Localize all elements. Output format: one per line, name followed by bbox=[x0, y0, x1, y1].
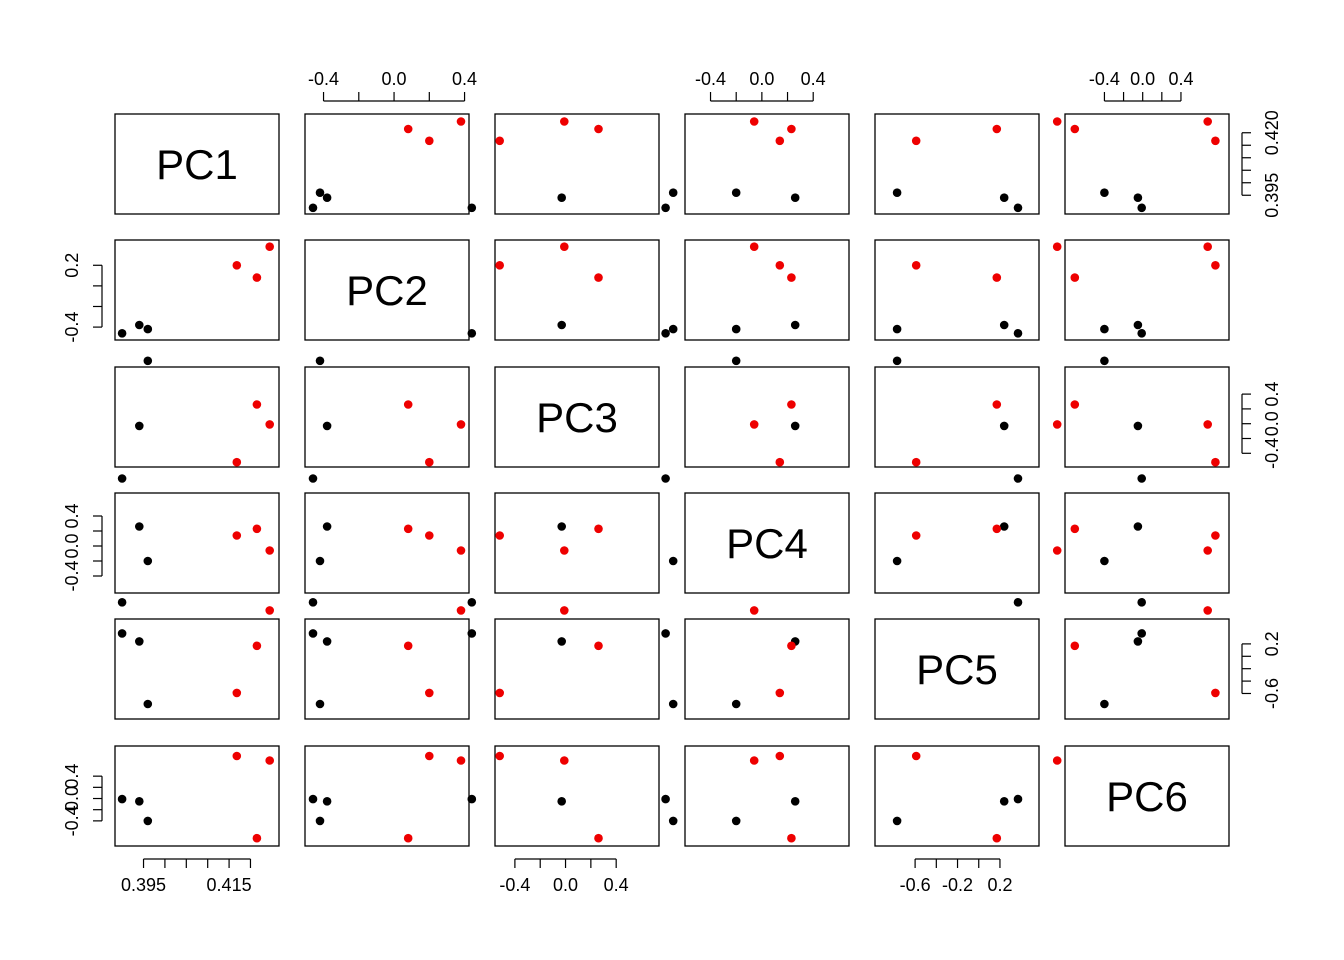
bottom-axis-label-col4-2: -0.2 bbox=[942, 875, 974, 895]
point-r1-c4-2 bbox=[893, 325, 902, 334]
point-r5-c3-2 bbox=[732, 817, 741, 826]
point-r4-c1-1 bbox=[323, 637, 332, 646]
point-r5-c1-3 bbox=[425, 752, 434, 761]
point-r0-c2-1 bbox=[557, 193, 566, 202]
point-r2-c3-3 bbox=[776, 458, 785, 467]
point-r2-c5-4 bbox=[1071, 400, 1080, 409]
panel-frame-r0-c2 bbox=[495, 114, 659, 214]
point-r3-c1-2 bbox=[316, 557, 325, 566]
panel-frame-r3-c2 bbox=[495, 493, 659, 593]
right-axis-label-row4-4: 0.2 bbox=[1262, 631, 1282, 657]
point-r1-c4-4 bbox=[993, 273, 1002, 282]
point-r2-c0-3 bbox=[233, 458, 242, 467]
panel-frame-r2-c4 bbox=[875, 367, 1039, 467]
panel-frame-r4-c5 bbox=[1065, 619, 1229, 719]
point-r0-c4-1 bbox=[1000, 193, 1009, 202]
point-r0-c4-4 bbox=[993, 125, 1002, 134]
point-r0-c2-3 bbox=[495, 137, 504, 146]
point-r2-c3-4 bbox=[787, 400, 796, 409]
point-r3-c4-3 bbox=[912, 531, 921, 540]
point-r4-c1-4 bbox=[404, 642, 413, 651]
point-r2-c4-4 bbox=[993, 400, 1002, 409]
point-r4-c0-5 bbox=[265, 606, 274, 615]
panel-frame-r4-c3 bbox=[685, 619, 849, 719]
panel-frame-r1-c5 bbox=[1065, 240, 1229, 340]
point-r3-c5-2 bbox=[1100, 557, 1109, 566]
panel-frame-r0-c3 bbox=[685, 114, 849, 214]
bottom-axis-label-col0-4: 0.415 bbox=[206, 875, 252, 895]
point-r5-c2-0 bbox=[468, 795, 477, 804]
point-r2-c5-1 bbox=[1134, 422, 1143, 431]
point-r3-c2-4 bbox=[594, 525, 603, 534]
point-r1-c3-1 bbox=[791, 321, 800, 330]
point-r1-c0-2 bbox=[144, 325, 153, 334]
point-r4-c5-2 bbox=[1100, 700, 1109, 709]
point-r4-c2-1 bbox=[557, 637, 566, 646]
point-r2-c0-0 bbox=[118, 474, 127, 483]
point-r5-c2-4 bbox=[594, 834, 603, 843]
point-r0-c1-0 bbox=[309, 204, 318, 213]
point-r0-c1-1 bbox=[323, 193, 332, 202]
point-r5-c4-0 bbox=[1014, 795, 1023, 804]
panel-frame-r1-c3 bbox=[685, 240, 849, 340]
top-axis-label-col1-4: 0.4 bbox=[452, 69, 478, 89]
point-r5-c1-1 bbox=[323, 797, 332, 806]
point-r4-c5-4 bbox=[1071, 642, 1080, 651]
panel-frame-r5-c1 bbox=[305, 746, 469, 846]
panel-frame-r5-c2 bbox=[495, 746, 659, 846]
point-r4-c5-1 bbox=[1134, 637, 1143, 646]
panel-frame-r5-c4 bbox=[875, 746, 1039, 846]
diagonal-label-pc4: PC4 bbox=[726, 520, 808, 567]
point-r1-c2-0 bbox=[468, 329, 477, 338]
left-axis-label-row5-2: 0.0 bbox=[62, 785, 82, 812]
panel-frame-r0-c5 bbox=[1065, 114, 1229, 214]
point-r3-c4-0 bbox=[1014, 598, 1023, 607]
point-r1-c0-5 bbox=[265, 242, 274, 251]
left-axis-label-row3-0: -0.4 bbox=[62, 560, 82, 592]
bottom-axis-label-col0-0: 0.395 bbox=[121, 875, 167, 895]
point-r5-c3-0 bbox=[661, 795, 670, 804]
panel-frame-r3-c4 bbox=[875, 493, 1039, 593]
point-r1-c4-5 bbox=[1053, 242, 1062, 251]
point-r1-c3-3 bbox=[776, 261, 785, 270]
point-r0-c5-1 bbox=[1134, 193, 1143, 202]
panel-frame-r1-c2 bbox=[495, 240, 659, 340]
top-axis-label-col1-2: 0.0 bbox=[381, 69, 407, 89]
left-axis-label-row5-0: -0.4 bbox=[62, 805, 82, 837]
right-axis-label-row2-2: 0.0 bbox=[1262, 411, 1282, 437]
point-r2-c5-0 bbox=[1137, 474, 1146, 483]
point-r1-c2-4 bbox=[594, 273, 603, 282]
point-r5-c2-1 bbox=[557, 797, 566, 806]
point-r2-c1-1 bbox=[323, 422, 332, 431]
point-r3-c4-4 bbox=[993, 525, 1002, 534]
point-r2-c0-2 bbox=[144, 357, 153, 366]
point-r5-c0-5 bbox=[265, 756, 274, 765]
point-r2-c5-2 bbox=[1100, 357, 1109, 366]
point-r0-c1-2 bbox=[316, 188, 325, 197]
point-r4-c2-2 bbox=[669, 700, 678, 709]
point-r2-c5-3 bbox=[1211, 458, 1220, 467]
point-r3-c0-2 bbox=[144, 557, 153, 566]
point-r5-c1-0 bbox=[309, 795, 318, 804]
point-r4-c3-3 bbox=[776, 689, 785, 698]
point-r0-c1-5 bbox=[457, 117, 466, 126]
point-r0-c3-3 bbox=[776, 137, 785, 146]
top-axis-label-col5-4: 0.4 bbox=[1168, 69, 1194, 89]
point-r1-c3-2 bbox=[732, 325, 741, 334]
point-r1-c2-3 bbox=[495, 261, 504, 270]
point-r3-c0-1 bbox=[135, 522, 144, 531]
panel-frame-r4-c0 bbox=[115, 619, 279, 719]
point-r0-c5-0 bbox=[1137, 204, 1146, 213]
point-r2-c1-0 bbox=[309, 474, 318, 483]
point-r3-c2-0 bbox=[468, 598, 477, 607]
left-axis-label-row5-4: 0.4 bbox=[62, 763, 82, 789]
top-axis-label-col5-0: -0.4 bbox=[1088, 69, 1120, 89]
point-r4-c1-2 bbox=[316, 700, 325, 709]
point-r5-c0-4 bbox=[253, 834, 262, 843]
panel-frame-r3-c5 bbox=[1065, 493, 1229, 593]
panel-frame-r3-c0 bbox=[115, 493, 279, 593]
point-r3-c1-0 bbox=[309, 598, 318, 607]
point-r3-c2-1 bbox=[557, 522, 566, 531]
point-r5-c1-4 bbox=[404, 834, 413, 843]
point-r1-c0-3 bbox=[233, 261, 242, 270]
point-r3-c5-4 bbox=[1071, 525, 1080, 534]
right-axis-label-row0-0: 0.395 bbox=[1262, 172, 1282, 218]
point-r0-c2-4 bbox=[594, 125, 603, 134]
point-r5-c2-2 bbox=[669, 817, 678, 826]
point-r4-c0-4 bbox=[253, 642, 262, 651]
point-r0-c5-3 bbox=[1211, 137, 1220, 146]
panel-frame-r2-c5 bbox=[1065, 367, 1229, 467]
point-r2-c4-1 bbox=[1000, 422, 1009, 431]
top-axis-label-col3-4: 0.4 bbox=[800, 69, 826, 89]
point-r5-c0-1 bbox=[135, 797, 144, 806]
diagonal-label-pc1: PC1 bbox=[156, 141, 238, 188]
diagonal-label-pc3: PC3 bbox=[536, 394, 618, 441]
point-r5-c4-2 bbox=[893, 817, 902, 826]
point-r5-c1-5 bbox=[457, 756, 466, 765]
point-r2-c1-3 bbox=[425, 458, 434, 467]
point-r2-c1-4 bbox=[404, 400, 413, 409]
bottom-axis-label-col4-0: -0.6 bbox=[899, 875, 931, 895]
point-r3-c5-5 bbox=[1203, 546, 1212, 555]
point-r5-c0-0 bbox=[118, 795, 127, 804]
right-axis-label-row4-0: -0.6 bbox=[1262, 677, 1282, 709]
point-r0-c2-2 bbox=[669, 188, 678, 197]
point-r3-c4-5 bbox=[1053, 546, 1062, 555]
point-r2-c3-2 bbox=[732, 357, 741, 366]
point-r4-c0-0 bbox=[118, 629, 127, 638]
point-r2-c3-5 bbox=[750, 420, 759, 429]
point-r2-c0-5 bbox=[265, 420, 274, 429]
panel-frame-r2-c1 bbox=[305, 367, 469, 467]
point-r0-c2-5 bbox=[560, 117, 569, 126]
left-axis-label-row3-2: 0.0 bbox=[62, 533, 82, 559]
diagonal-label-pc5: PC5 bbox=[916, 646, 998, 693]
point-r4-c0-3 bbox=[233, 689, 242, 698]
point-r5-c3-3 bbox=[776, 752, 785, 761]
point-r2-c5-5 bbox=[1203, 420, 1212, 429]
point-r5-c2-3 bbox=[495, 752, 504, 761]
point-r3-c1-1 bbox=[323, 522, 332, 531]
point-r4-c0-2 bbox=[144, 700, 153, 709]
point-r5-c2-5 bbox=[560, 756, 569, 765]
right-axis-label-row0-5: 0.420 bbox=[1262, 110, 1282, 156]
top-axis-label-col3-2: 0.0 bbox=[749, 69, 775, 89]
point-r4-c0-1 bbox=[135, 637, 144, 646]
point-r3-c1-3 bbox=[425, 531, 434, 540]
point-r4-c5-3 bbox=[1211, 689, 1220, 698]
diagonal-label-pc2: PC2 bbox=[346, 267, 428, 314]
point-r3-c2-2 bbox=[669, 557, 678, 566]
point-r4-c2-3 bbox=[495, 689, 504, 698]
point-r4-c5-5 bbox=[1203, 606, 1212, 615]
point-r0-c3-2 bbox=[732, 188, 741, 197]
point-r5-c0-2 bbox=[144, 817, 153, 826]
top-axis-label-col1-0: -0.4 bbox=[308, 69, 340, 89]
point-r2-c4-2 bbox=[893, 357, 902, 366]
point-r2-c1-2 bbox=[316, 357, 325, 366]
point-r4-c1-3 bbox=[425, 689, 434, 698]
panel-frame-r0-c4 bbox=[875, 114, 1039, 214]
point-r3-c2-3 bbox=[495, 531, 504, 540]
point-r1-c5-5 bbox=[1203, 242, 1212, 251]
point-r1-c3-5 bbox=[750, 242, 759, 251]
point-r1-c2-5 bbox=[560, 242, 569, 251]
right-axis-label-row2-0: -0.4 bbox=[1262, 437, 1282, 469]
point-r3-c5-1 bbox=[1134, 522, 1143, 531]
point-r3-c5-0 bbox=[1137, 598, 1146, 607]
point-r3-c0-3 bbox=[233, 531, 242, 540]
point-r5-c3-1 bbox=[791, 797, 800, 806]
point-r2-c0-1 bbox=[135, 422, 144, 431]
point-r2-c4-0 bbox=[1014, 474, 1023, 483]
point-r4-c5-0 bbox=[1137, 629, 1146, 638]
point-r1-c5-3 bbox=[1211, 261, 1220, 270]
point-r5-c3-5 bbox=[750, 756, 759, 765]
point-r4-c1-0 bbox=[309, 629, 318, 638]
point-r1-c5-1 bbox=[1134, 321, 1143, 330]
point-r1-c2-1 bbox=[557, 321, 566, 330]
panel-frame-r4-c1 bbox=[305, 619, 469, 719]
point-r0-c3-4 bbox=[787, 125, 796, 134]
bottom-axis-label-col2-2: 0.0 bbox=[553, 875, 579, 895]
point-r5-c0-3 bbox=[233, 752, 242, 761]
point-r0-c1-3 bbox=[425, 137, 434, 146]
point-r3-c2-5 bbox=[560, 546, 569, 555]
point-r4-c2-4 bbox=[594, 642, 603, 651]
point-r0-c4-0 bbox=[1014, 204, 1023, 213]
point-r1-c4-3 bbox=[912, 261, 921, 270]
point-r0-c3-1 bbox=[791, 193, 800, 202]
point-r0-c2-0 bbox=[468, 204, 477, 213]
point-r5-c1-2 bbox=[316, 817, 325, 826]
point-r5-c3-4 bbox=[787, 834, 796, 843]
point-r0-c3-0 bbox=[661, 204, 670, 213]
point-r4-c2-5 bbox=[560, 606, 569, 615]
point-r0-c5-4 bbox=[1071, 125, 1080, 134]
point-r4-c3-4 bbox=[787, 642, 796, 651]
point-r5-c4-1 bbox=[1000, 797, 1009, 806]
point-r2-c0-4 bbox=[253, 400, 262, 409]
point-r1-c5-0 bbox=[1137, 329, 1146, 338]
point-r3-c1-4 bbox=[404, 525, 413, 534]
top-axis-label-col5-2: 0.0 bbox=[1130, 69, 1156, 89]
point-r5-c4-4 bbox=[993, 834, 1002, 843]
point-r1-c3-0 bbox=[661, 329, 670, 338]
panel-frame-r5-c3 bbox=[685, 746, 849, 846]
point-r2-c3-1 bbox=[791, 422, 800, 431]
point-r0-c3-5 bbox=[750, 117, 759, 126]
point-r1-c0-4 bbox=[253, 273, 262, 282]
point-r3-c5-3 bbox=[1211, 531, 1220, 540]
panel-frame-r2-c3 bbox=[685, 367, 849, 467]
point-r1-c5-2 bbox=[1100, 325, 1109, 334]
bottom-axis-label-col2-4: 0.4 bbox=[603, 875, 629, 895]
point-r1-c4-0 bbox=[1014, 329, 1023, 338]
point-r2-c4-5 bbox=[1053, 420, 1062, 429]
panel-frame-r3-c1 bbox=[305, 493, 469, 593]
point-r0-c4-2 bbox=[893, 188, 902, 197]
point-r3-c0-5 bbox=[265, 546, 274, 555]
point-r1-c0-0 bbox=[118, 329, 127, 338]
point-r1-c4-1 bbox=[1000, 321, 1009, 330]
panel-frame-r4-c2 bbox=[495, 619, 659, 719]
point-r1-c2-2 bbox=[669, 325, 678, 334]
panel-frame-r5-c0 bbox=[115, 746, 279, 846]
point-r3-c0-0 bbox=[118, 598, 127, 607]
point-r1-c3-4 bbox=[787, 273, 796, 282]
point-r0-c4-3 bbox=[912, 137, 921, 146]
point-r3-c0-4 bbox=[253, 525, 262, 534]
point-r0-c1-4 bbox=[404, 125, 413, 134]
point-r2-c1-5 bbox=[457, 420, 466, 429]
point-r0-c4-5 bbox=[1053, 117, 1062, 126]
point-r3-c1-5 bbox=[457, 546, 466, 555]
point-r3-c4-2 bbox=[893, 557, 902, 566]
bottom-axis-label-col4-4: 0.2 bbox=[987, 875, 1013, 895]
diagonal-label-pc6: PC6 bbox=[1106, 773, 1188, 820]
point-r0-c5-2 bbox=[1100, 188, 1109, 197]
point-r4-c3-5 bbox=[750, 606, 759, 615]
point-r3-c4-1 bbox=[1000, 522, 1009, 531]
panel-frame-r2-c0 bbox=[115, 367, 279, 467]
left-axis-label-row1-0: -0.4 bbox=[62, 311, 82, 343]
point-r4-c3-0 bbox=[661, 629, 670, 638]
right-axis-label-row2-4: 0.4 bbox=[1262, 381, 1282, 407]
bottom-axis-label-col2-0: -0.4 bbox=[499, 875, 531, 895]
point-r1-c5-4 bbox=[1071, 273, 1080, 282]
point-r4-c1-5 bbox=[457, 606, 466, 615]
left-axis-label-row3-4: 0.4 bbox=[62, 503, 82, 529]
point-r1-c0-1 bbox=[135, 321, 144, 330]
point-r4-c2-0 bbox=[468, 629, 477, 638]
point-r2-c3-0 bbox=[661, 474, 670, 483]
point-r0-c5-5 bbox=[1203, 117, 1212, 126]
left-axis-label-row1-3: 0.2 bbox=[62, 252, 82, 278]
point-r2-c4-3 bbox=[912, 458, 921, 467]
panel-frame-r1-c4 bbox=[875, 240, 1039, 340]
point-r5-c4-3 bbox=[912, 752, 921, 761]
top-axis-label-col3-0: -0.4 bbox=[695, 69, 727, 89]
point-r5-c4-5 bbox=[1053, 756, 1062, 765]
point-r4-c3-2 bbox=[732, 700, 741, 709]
